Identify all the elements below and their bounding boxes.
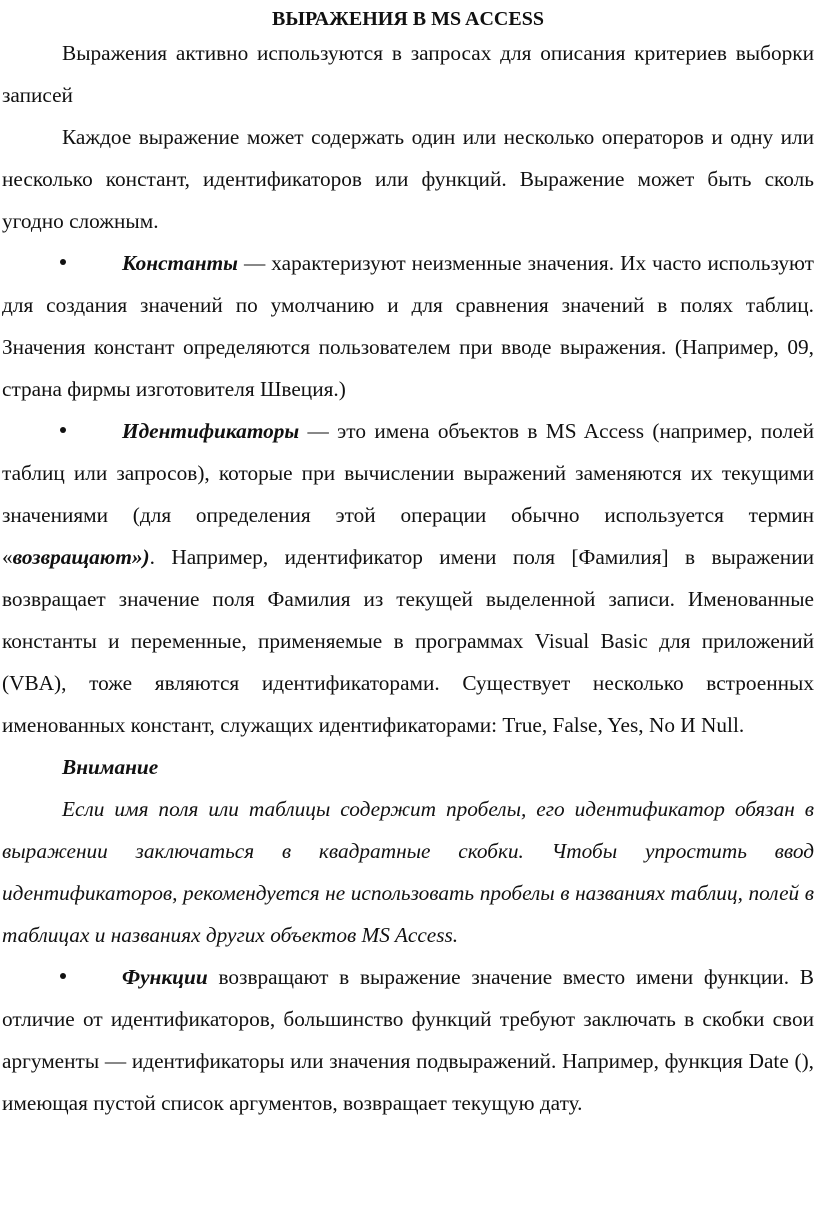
list-item-identifiers — [0, 410, 816, 746]
identifiers-text-b: . Например, идентификатор имени поля [Фамилия] в выражении возвращает значение поля Фамилия из текущей выделенной записи. Именованные константы и переменные, применяемые в программах Visual Basic для приложений (VBA), тоже являются идентификаторами. Существует несколько встроенных именованных констант, служащих идентификаторами: True, False, Yes, No И Null. — [2, 545, 814, 737]
bullet-icon — [60, 973, 66, 979]
functions-text: возвращают в выражение значение вместо имени функции. В отличие от идентификаторов, большинство функций требуют заключать в скобки свои аргументы — идентификаторы или значения подвыражений. Например, функция Date (), имеющая пустой список аргументов, возвращает текущую дату. — [2, 965, 814, 1115]
list-item-functions — [0, 956, 816, 1124]
constants-text: — характеризуют неизменные значения. Их часто используют для создания значений по умолчанию и для сравнения значений в полях таблиц. Значения констант определяются пользователем при вводе выражения. (Например, 09, страна фирмы изготовителя Швеция.) — [2, 251, 814, 401]
note-text: Если имя поля или таблицы содержит пробелы, его идентификатор обязан в выражении заключаться в квадратные скобки. Чтобы упростить ввод идентификаторов, рекомендуется не использовать пробелы в названиях таблиц, полей в таблицах и названиях других объектов MS Access. — [2, 797, 814, 947]
list-item-constants — [0, 242, 816, 410]
term-functions: Функции — [122, 965, 208, 989]
identifiers-text-a: — это имена объектов в MS Access (например, полей таблиц или запросов), которые при вычислении выражений заменяются их текущими значениями (для определения этой операции обычно используется термин « — [2, 419, 814, 569]
term-constants: Константы — [122, 251, 238, 275]
term-return: возвращают») — [12, 545, 150, 569]
bullet-icon — [60, 427, 66, 433]
bullet-icon — [60, 259, 66, 265]
paragraph-intro: Выражения активно используются в запросах для описания критериев выборки записей — [2, 41, 814, 107]
page-title: ВЫРАЖЕНИЯ В MS ACCESS — [272, 8, 544, 30]
paragraph-expression: Каждое выражение может содержать один или несколько операторов и одну или несколько констант, идентификаторов или функций. Выражение может быть сколь угодно сложным. — [2, 125, 814, 233]
note-title: Внимание — [62, 755, 159, 779]
term-identifiers: Идентификаторы — [122, 419, 300, 443]
